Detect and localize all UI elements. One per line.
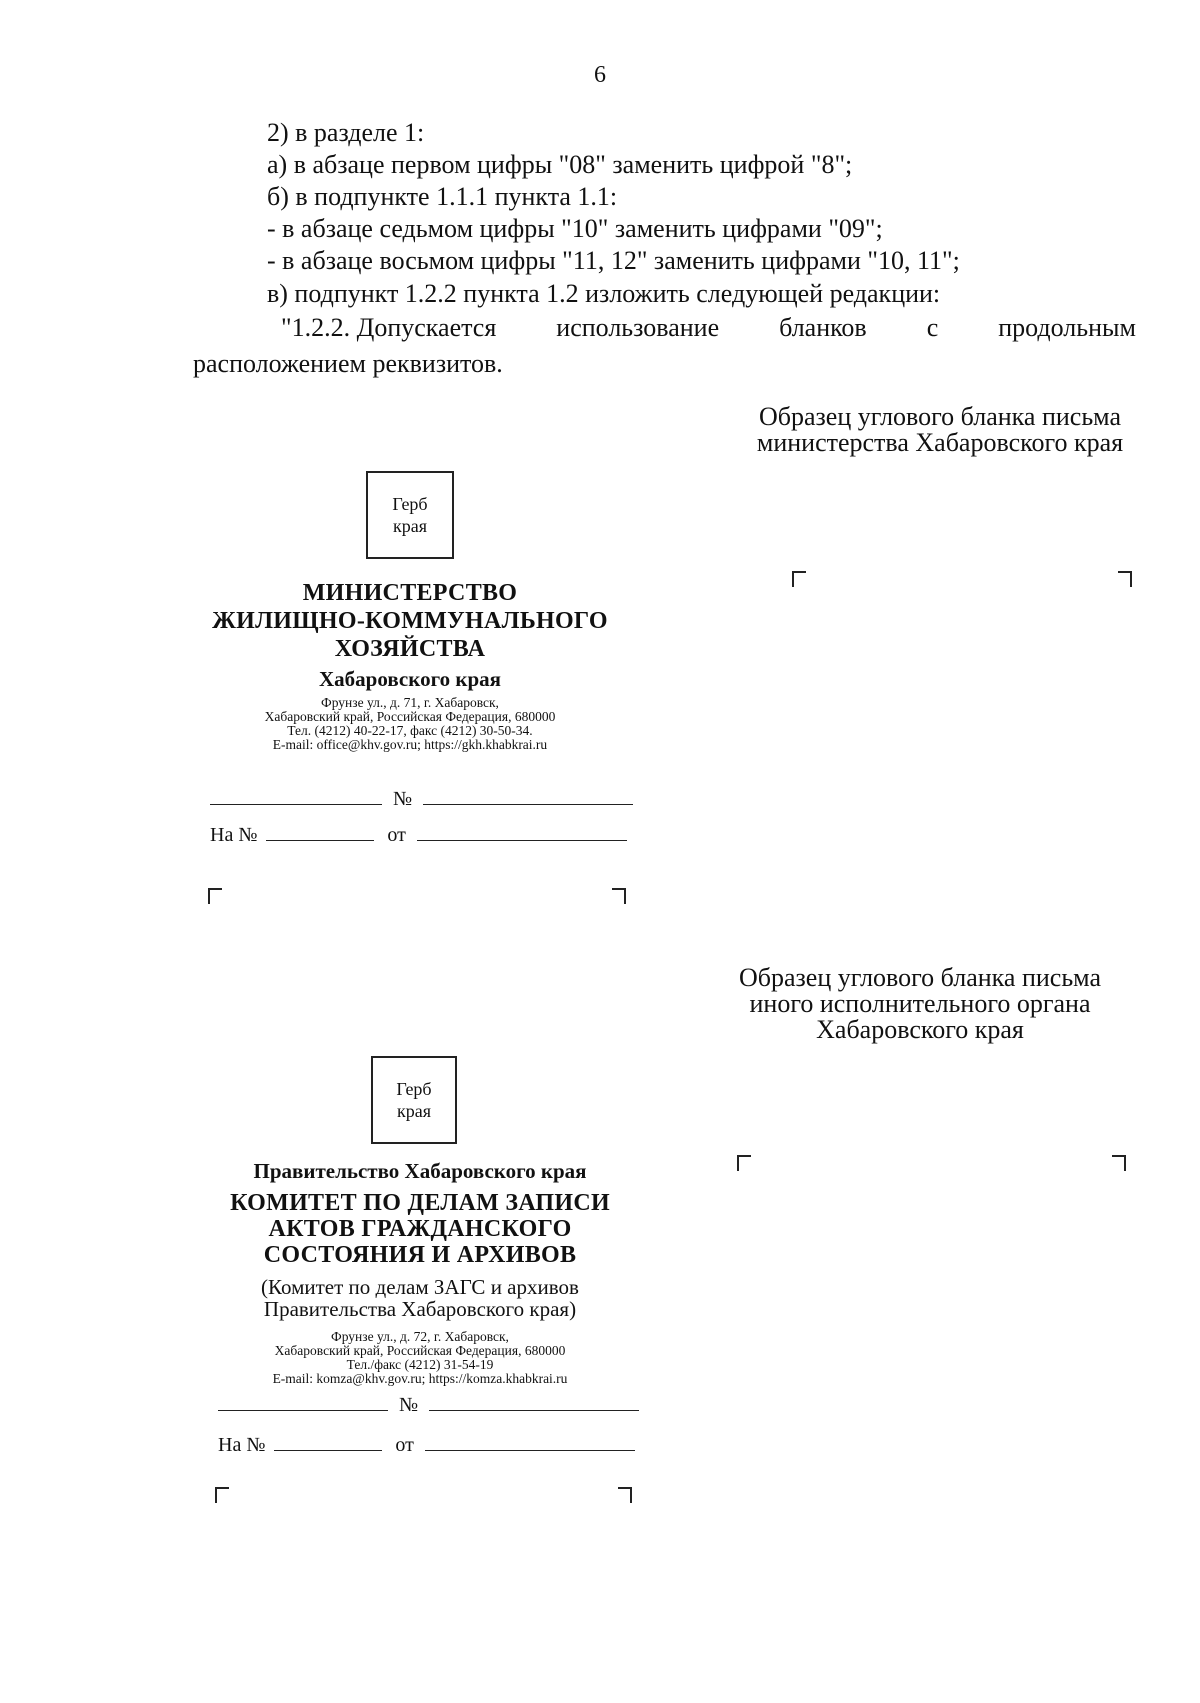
sample2-subject-corner-left [215, 1487, 229, 1503]
address-line: E-mail: office@khv.gov.ru; https://gkh.khabkrai.ru [272, 737, 548, 752]
org-title-line: АКТОВ ГРАЖДАНСКОГО [268, 1216, 572, 1242]
sample1-reference-row [210, 822, 627, 847]
sample1-number-row [210, 786, 633, 811]
ref-date-blank [425, 1432, 635, 1451]
amendment-line: в) подпункт 1.2.2 пункта 1.2 изложить следующей редакции: [267, 279, 941, 308]
number-sign: № [399, 1394, 419, 1416]
sample1-letterhead [200, 579, 620, 752]
from-label: от [387, 824, 406, 846]
page-number: 6 [594, 62, 606, 88]
address-line: Фрунзе ул., д. 72, г. Хабаровск, [331, 1329, 509, 1344]
org-title-line: МИНИСТЕРСТВО [302, 580, 518, 606]
caption-line: иного исполнительного органа [749, 989, 1091, 1018]
org-title-line: СОСТОЯНИЯ И АРХИВОВ [263, 1242, 577, 1268]
amendment-line: а) в абзаце первом цифры "08" заменить цифрой "8"; [267, 150, 853, 179]
crest-text: Герб [396, 1079, 432, 1099]
sample2-letterhead [190, 1158, 650, 1386]
caption-line: министерства Хабаровского края [756, 428, 1124, 457]
number-blank [423, 786, 633, 805]
org-region: Хабаровского края [319, 667, 501, 691]
address-line: Фрунзе ул., д. 71, г. Хабаровск, [321, 695, 499, 710]
amendment-line: - в абзаце седьмом цифры "10" заменить цифрами "09"; [267, 214, 883, 243]
org-address [200, 696, 620, 752]
amendment-line: 2) в разделе 1: [267, 118, 425, 147]
sample1-subject-corner-left [208, 888, 222, 904]
sample2-address-corner-right [1112, 1155, 1126, 1171]
short-name-line: Правительства Хабаровского края) [263, 1297, 577, 1321]
number-blank [429, 1392, 639, 1411]
number-sign: № [393, 788, 413, 810]
crest-text: края [396, 1101, 431, 1121]
org-title-line: КОМИТЕТ ПО ДЕЛАМ ЗАПИСИ [230, 1190, 610, 1216]
sample1-address-corner-right [1118, 571, 1132, 587]
sample2-reference-row [218, 1432, 635, 1457]
sample2-caption [690, 965, 1150, 1043]
address-line: Тел./факс (4212) 31-54-19 [346, 1357, 494, 1372]
org-address [190, 1330, 650, 1386]
sample1-subject-corner-right [612, 888, 626, 904]
sample2-subject-corner-right [618, 1487, 632, 1503]
org-title-line: ЖИЛИЩНО-КОММУНАЛЬНОГО [212, 608, 608, 634]
ref-number-blank [266, 822, 374, 841]
short-name-line: (Комитет по делам ЗАГС и архивов [261, 1275, 579, 1299]
quoted-clause-continuation: расположением реквизитов. [193, 349, 503, 378]
ref-label: На № [210, 824, 258, 846]
address-line: E-mail: komza@khv.gov.ru; https://komza.khabkrai.ru [272, 1371, 568, 1386]
amendment-line: - в абзаце восьмом цифры "11, 12" заменить цифрами "10, 11"; [267, 246, 960, 275]
caption-line: Образец углового бланка письма [738, 963, 1102, 992]
ref-number-blank [274, 1432, 382, 1451]
ref-date-blank [417, 822, 627, 841]
quote-word: продольным [998, 313, 1136, 342]
sample2-coat-of-arms-placeholder [371, 1056, 457, 1144]
government-name: Правительство Хабаровского края [253, 1159, 587, 1183]
quote-word: использование [556, 313, 720, 342]
crest-text: края [392, 516, 427, 536]
quote-word: бланков [779, 313, 867, 342]
sample1-address-corner-left [792, 571, 806, 587]
date-blank [218, 1392, 388, 1411]
address-line: Тел. (4212) 40-22-17, факс (4212) 30-50-34. [287, 723, 533, 738]
from-label: от [395, 1434, 414, 1456]
quote-word: с [926, 313, 939, 342]
quoted-clause-line [281, 313, 1136, 343]
address-line: Хабаровский край, Российская Федерация, 680000 [264, 709, 556, 724]
sample1-coat-of-arms-placeholder [366, 471, 454, 559]
amendment-line: б) в подпункте 1.1.1 пункта 1.1: [267, 182, 618, 211]
org-title-line: ХОЗЯЙСТВА [334, 636, 486, 662]
caption-line: Хабаровского края [816, 1015, 1024, 1044]
date-blank [210, 786, 382, 805]
sample1-caption [720, 404, 1160, 456]
quote-word: "1.2.2. Допускается [281, 313, 497, 342]
address-line: Хабаровский край, Российская Федерация, 680000 [274, 1343, 566, 1358]
sample2-address-corner-left [737, 1155, 751, 1171]
crest-text: Герб [392, 494, 428, 514]
caption-line: Образец углового бланка письма [758, 402, 1122, 431]
sample2-number-row [218, 1392, 639, 1417]
ref-label: На № [218, 1434, 266, 1456]
